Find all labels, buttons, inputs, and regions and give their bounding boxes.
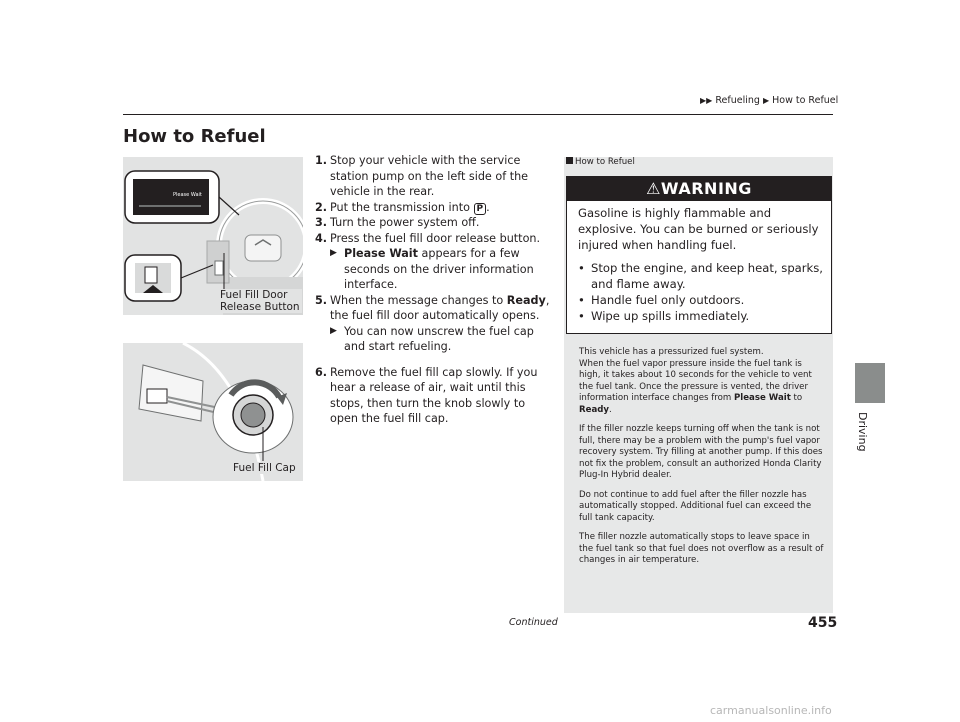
step-text: When the message changes to: [330, 293, 507, 307]
refuel-steps: [315, 153, 555, 427]
step-4: [315, 231, 555, 293]
substep-bold-text: Please Wait: [344, 247, 418, 260]
note-paragraph: [579, 347, 825, 416]
step-bold-text: Ready: [506, 293, 546, 307]
step-6: [315, 365, 555, 427]
breadcrumb-item-how-to-refuel[interactable]: How to Refuel: [772, 95, 839, 106]
bullet-icon: •: [578, 261, 585, 275]
step-text: Press the fuel fill door release button.: [330, 231, 541, 245]
note-marker-icon: [566, 157, 573, 164]
section-title: How to Refuel: [123, 126, 266, 147]
warning-header: [567, 177, 831, 201]
bullet-icon: •: [578, 309, 585, 323]
note-paragraph: If the filler nozzle keeps turning off when the tank is not full, there may be a problem with the pump's fuel vapor recovery system. Try filling at another pump. If this does not fix the problem, consult an authorized Honda Clarity Plug-In Hybrid dealer.: [579, 424, 823, 480]
warning-item: [578, 308, 828, 324]
substep-arrow-icon: ▶: [330, 248, 337, 258]
header-divider: [123, 114, 833, 115]
page-number: 455: [808, 615, 838, 631]
warning-list: [578, 260, 828, 324]
step-number: 3.: [315, 216, 328, 229]
step-substep: [330, 324, 555, 355]
substep-arrow-icon: ▶: [330, 325, 337, 336]
warning-item-text: Stop the engine, and keep heat, sparks, and flame away.: [591, 261, 823, 291]
step-text: Put the transmission into: [330, 200, 474, 214]
fuel-door-release-label-text: Fuel Fill Door Release Button: [220, 289, 300, 313]
note-bold-text: Please Wait: [733, 393, 791, 403]
step-substep: [330, 246, 555, 293]
notes-heading: [564, 157, 833, 167]
warning-body: [578, 205, 828, 324]
breadcrumb-arrow-icon: ▶: [762, 96, 770, 105]
warning-text: Gasoline is highly flammable and explosive. You can be burned or seriously injured when handling fuel.: [578, 206, 819, 252]
step-number: 5.: [315, 293, 328, 307]
warning-triangle-icon: ⚠: [646, 179, 661, 198]
breadcrumb-arrow-icon: ▶▶: [700, 96, 713, 105]
warning-title: WARNING: [660, 179, 752, 198]
fuel-cap-label: Fuel Fill Cap: [233, 462, 296, 474]
screen-message-text: Please Wait: [173, 192, 202, 198]
step-text: Remove the fuel fill cap slowly. If you hear a release of air, wait until this stops, then turn the knob slowly to open the fuel fill cap.: [330, 365, 538, 425]
note-bold-text: Ready: [579, 404, 609, 415]
note-text: .: [609, 404, 612, 415]
step-2: [315, 200, 555, 216]
notes-text: [579, 347, 825, 575]
step-3: [315, 215, 555, 231]
step-5: [315, 293, 555, 355]
step-1: [315, 153, 555, 200]
warning-item: [578, 260, 828, 292]
warning-item-text: Handle fuel only outdoors.: [591, 293, 745, 307]
note-text: to: [790, 393, 803, 403]
substep-text: appears for a few seconds on the driver information interface.: [344, 247, 534, 291]
chapter-tab-label: Driving: [856, 412, 869, 452]
step-number: 2.: [315, 200, 328, 214]
note-paragraph: Do not continue to add fuel after the filler nozzle has automatically stopped. Additional fuel can exceed the full tank capacity.: [579, 489, 812, 523]
substep-text: You can now unscrew the fuel cap and start refueling.: [344, 324, 534, 353]
step-number: 6.: [315, 365, 328, 379]
step-text: Stop your vehicle with the service station pump on the left side of the vehicle in the rear.: [330, 154, 529, 198]
step-text: , the fuel fill door automatically opens.: [330, 293, 550, 322]
step-text: Turn the power system off.: [330, 216, 480, 229]
fuel-cap-illustration: [123, 343, 303, 481]
chapter-tab[interactable]: [855, 363, 885, 403]
note-text: This vehicle has a pressurized fuel system. When the fuel vapor pressure inside the fuel tank is high, it takes about 10 seconds for the vehicle to vent the fuel tank. Once the pressure is vented, the driver information interface changes from: [579, 347, 812, 403]
warning-item: [578, 292, 828, 308]
fuel-door-release-label: [218, 289, 302, 313]
bullet-icon: •: [578, 293, 585, 307]
park-key-icon: P: [474, 203, 487, 215]
chapter-tab-label-wrap: [857, 412, 873, 472]
breadcrumb: [700, 95, 838, 106]
warning-box: [566, 176, 832, 334]
watermark: carmanualsonline.info: [710, 704, 832, 717]
step-text: .: [486, 200, 490, 214]
breadcrumb-item-refueling[interactable]: Refueling: [715, 95, 760, 106]
note-paragraph: The filler nozzle automatically stops to leave space in the fuel tank so that fuel does not overflow as a result of changes in air temperature.: [579, 532, 824, 565]
warning-item-text: Wipe up spills immediately.: [591, 309, 750, 323]
step-number: 1.: [315, 154, 328, 167]
continued-label: Continued: [509, 617, 558, 628]
step-number: 4.: [315, 231, 328, 245]
notes-heading-text: How to Refuel: [575, 157, 635, 167]
